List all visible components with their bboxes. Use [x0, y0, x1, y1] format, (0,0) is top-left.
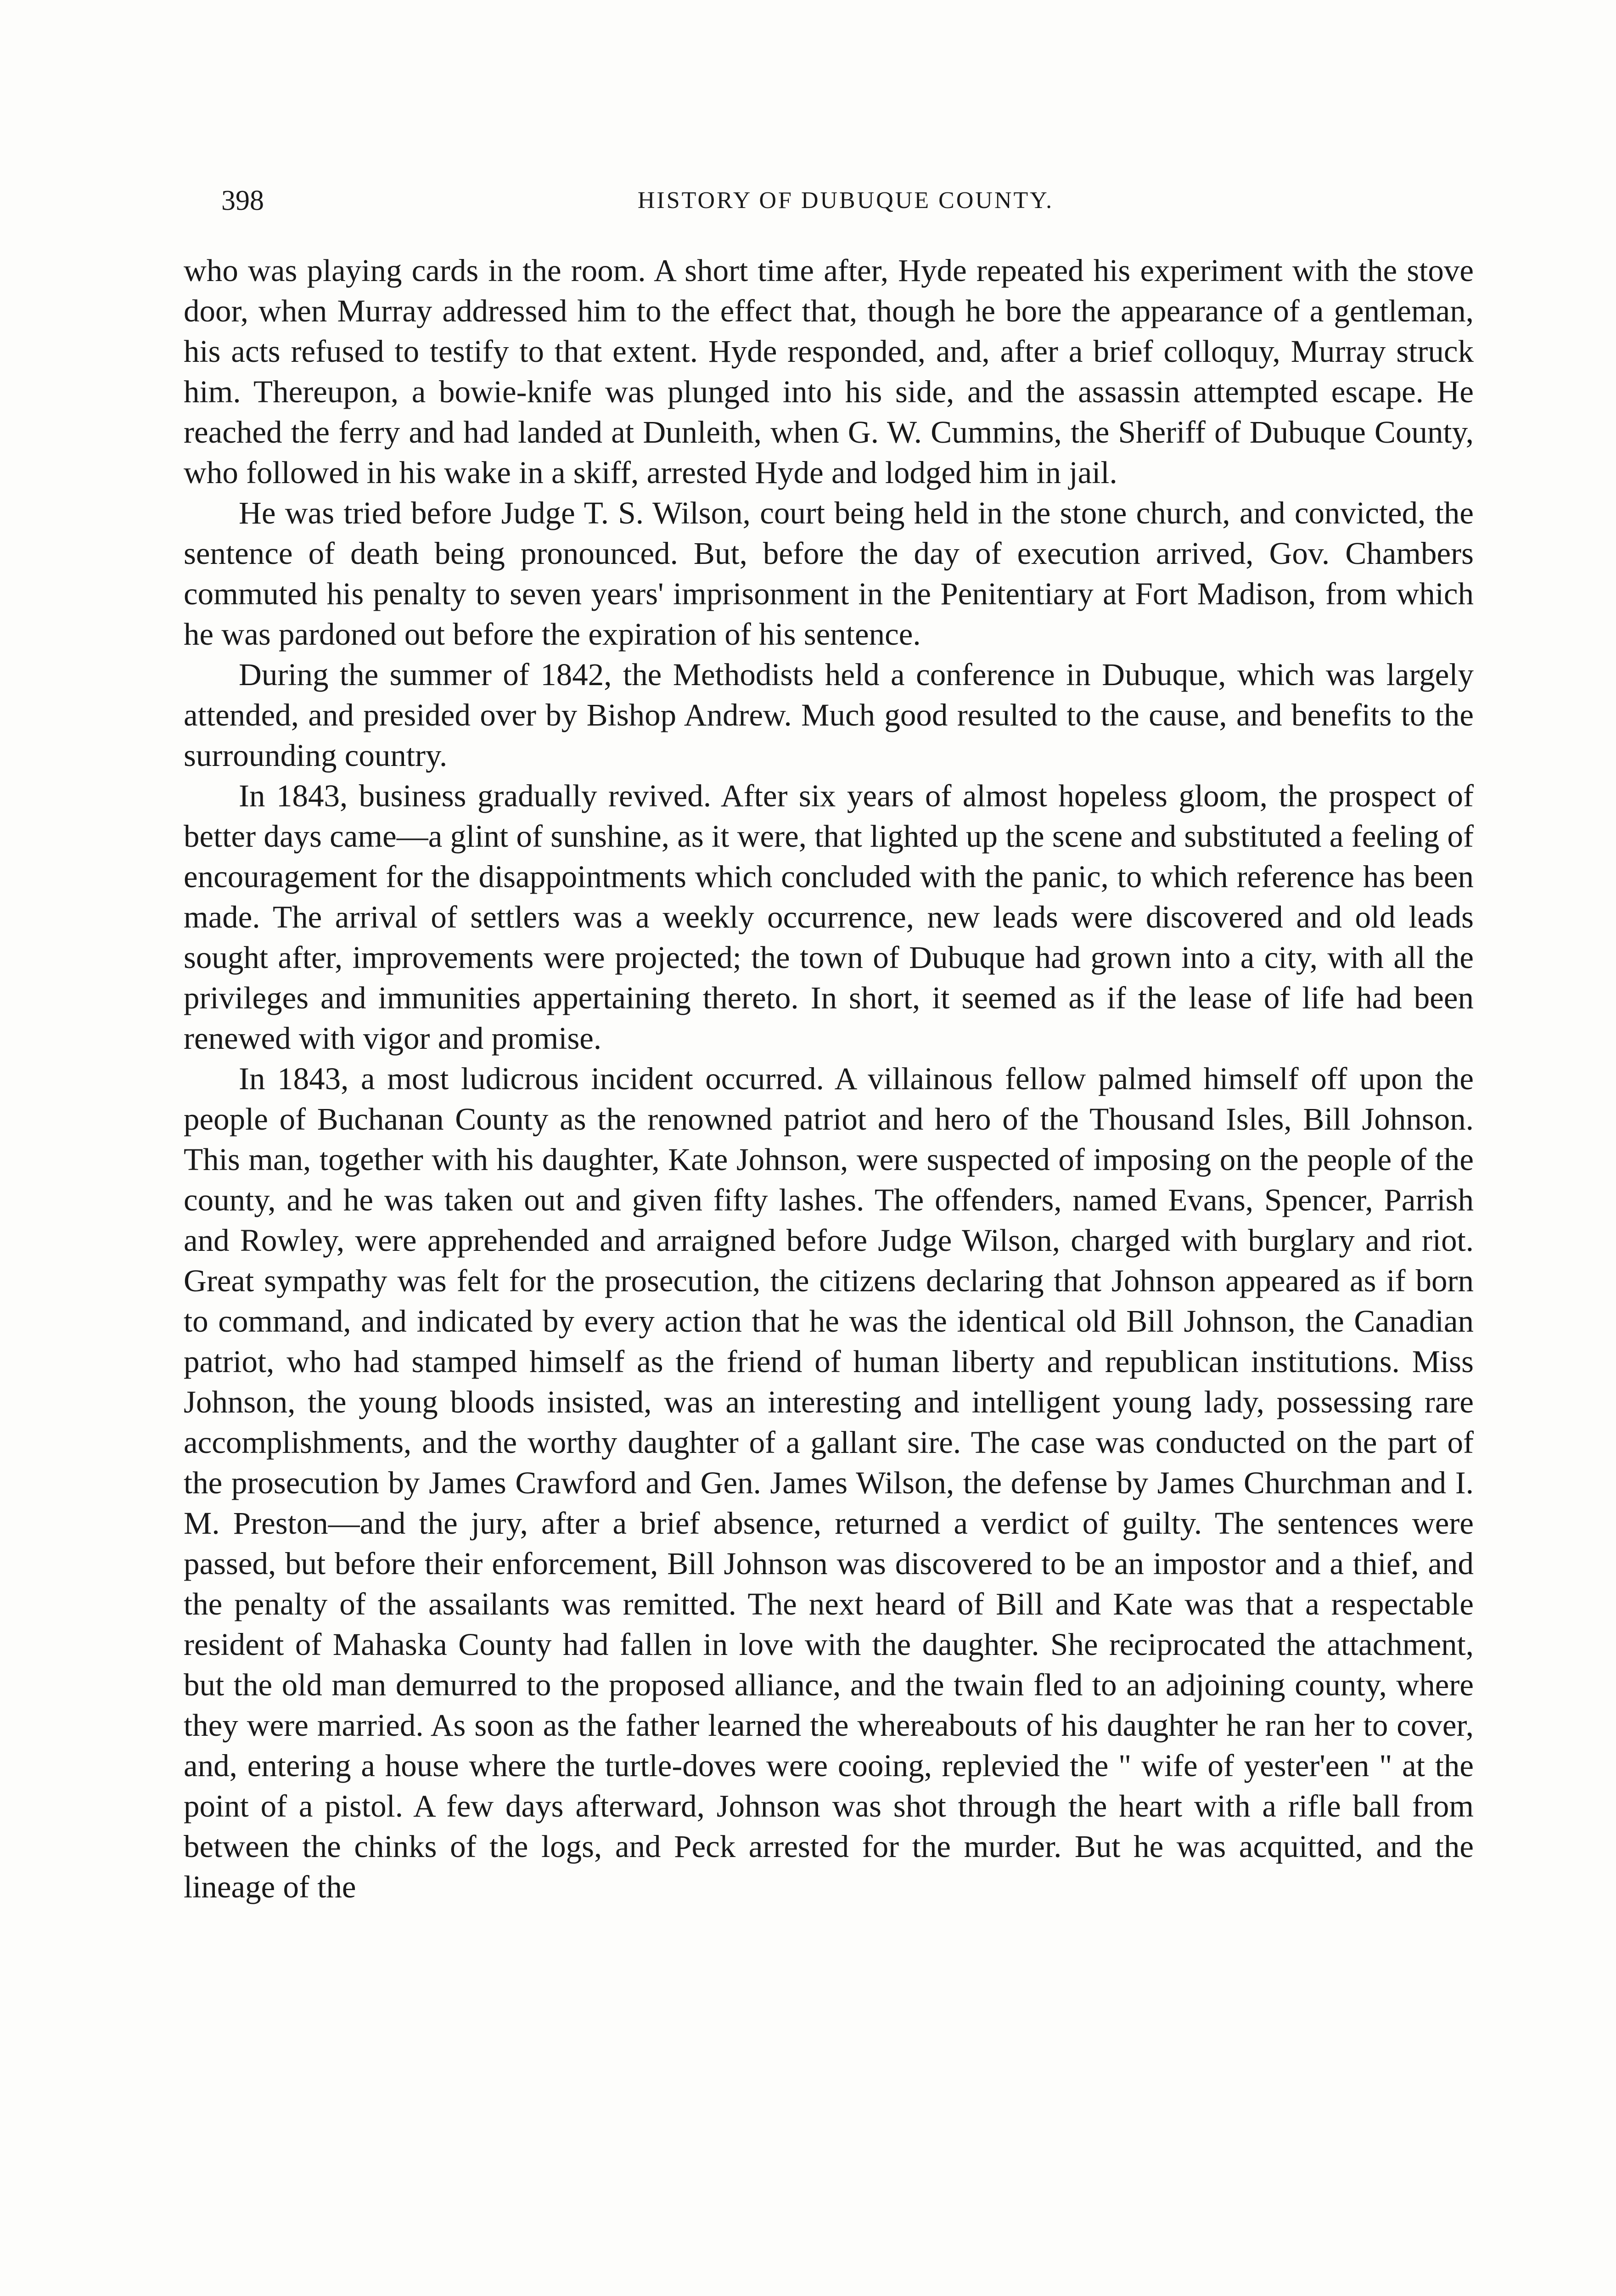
paragraph-bill-johnson-incident: In 1843, a most ludicrous incident occurred. A villainous fellow palmed himself off upon the people of Buchanan County as the renowned patriot and hero of the Thousand Isles, Bill Johnson. This man, together with his daughter, Kate Johnson, were suspected of imposing on the people of the county, and he was taken out and given fifty lashes. The offenders, named Evans, Spencer, Parrish and Rowley, were apprehended and arraigned before Judge Wilson, charged with burglary and riot. Great sympathy was felt for the prosecution, the citizens declaring that Johnson appeared as if born to command, and indicated by every action that he was the identical old Bill Johnson, the Canadian patriot, who had stamped himself as the friend of human liberty and republican institutions. Miss Johnson, the young bloods insisted, was an interesting and intelligent young lady, possessing rare accomplishments, and the worthy daughter of a gallant sire. The case was conducted on the part of the prosecution by James Crawford and Gen. James Wilson, the defense by James Churchman and I. M. Preston—and the jury, after a brief absence, returned a verdict of guilty. The sentences were passed, but before their enforcement, Bill Johnson was discovered to be an impostor and a thief, and the penalty of the assailants was remitted. The next heard of Bill and Kate was that a respectable resident of Mahaska County had fallen in love with the daughter. She reciprocated the attachment, but the old man demurred to the proposed alliance, and the twain fled to an adjoining county, where they were married. As soon as the father learned the whereabouts of his daughter he ran her to cover, and, entering a house where the turtle-doves were cooing, replevied the " wife of yester'een " at the point of a pistol. A few days afterward, Johnson was shot through the heart with a rifle ball from between the chinks of the logs, and Peck arrested for the murder. But he was acquitted, and the lineage of the [184, 1061, 1474, 1904]
paragraph-trial: He was tried before Judge T. S. Wilson, court being held in the stone church, and convicted, the sentence of death being pronounced. But, before the day of execution arrived, Gov. Chambers commuted his penalty to seven years' imprisonment in the Penitentiary at Fort Madison, from which he was pardoned out before the expiration of his sentence. [184, 495, 1474, 652]
paragraph-continued: who was playing cards in the room. A short time after, Hyde repeated his experiment with the stove door, when Murray addressed him to the effect that, though he bore the appearance of a gentleman, his acts refused to testify to that extent. Hyde responded, and, after a brief colloquy, Murray struck him. Thereupon, a bowie-knife was plunged into his side, and the assassin attempted escape. He reached the ferry and had landed at Dunleith, when G. W. Cummins, the Sheriff of Dubuque County, who followed in his wake in a skiff, arrested Hyde and lodged him in jail. [184, 253, 1474, 490]
paragraph-business-revival: In 1843, business gradually revived. After six years of almost hopeless gloom, the prospect of better days came—a glint of sunshine, as it were, that lighted up the scene and substituted a feeling of encouragement for the disappointments which concluded with the panic, to which reference has been made. The arrival of settlers was a weekly occurrence, new leads were discovered and old leads sought after, improvements were projected; the town of Dubuque had grown into a city, with all the privileges and immunities appertaining thereto. In short, it seemed as if the lease of life had been renewed with vigor and promise. [184, 778, 1474, 1056]
body-text [184, 250, 1474, 1907]
page-number: 398 [221, 185, 264, 216]
running-title: HISTORY OF DUBUQUE COUNTY. [637, 187, 1054, 214]
paragraph-methodist-conference: During the summer of 1842, the Methodists held a conference in Dubuque, which was largely attended, and presided over by Bishop Andrew. Much good resulted to the cause, and benefits to the surrounding country. [184, 657, 1474, 773]
running-head [221, 180, 1470, 221]
